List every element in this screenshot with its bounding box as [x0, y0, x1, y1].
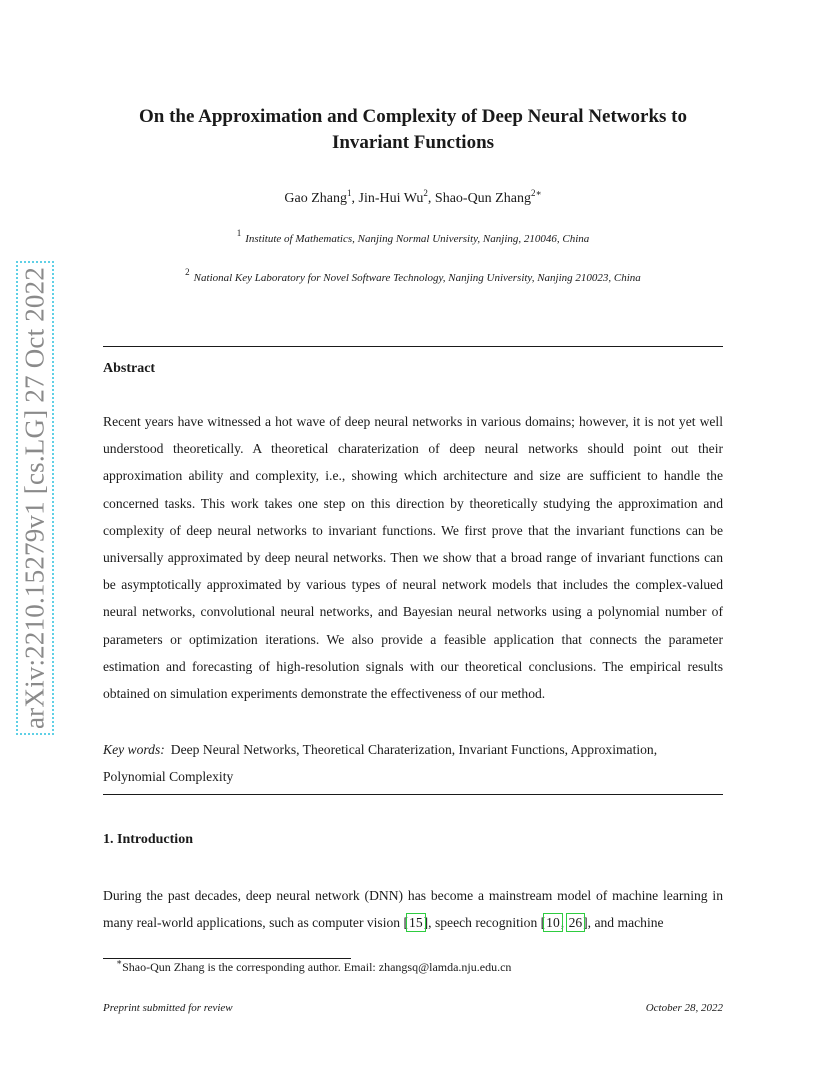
author-mark: 2: [423, 188, 428, 198]
keywords-text: Deep Neural Networks, Theoretical Charaterization, Invariant Functions, Approximation, Polynomial Complexity: [103, 742, 658, 785]
title-line-1: On the Approximation and Complexity of Deep Neural Networks to: [138, 106, 687, 127]
footnote-divider: [103, 958, 351, 959]
intro-text-segment: ], and machine: [583, 915, 664, 931]
author-mark: 1: [347, 188, 352, 198]
abstract-heading: Abstract: [103, 361, 156, 376]
footer-date: October 28, 2022: [645, 1002, 723, 1014]
top-divider: [103, 346, 723, 347]
footnote-mark: ∗: [116, 957, 123, 967]
citation-separator: ,: [560, 915, 568, 931]
affiliation-mark: 1: [236, 228, 242, 238]
paper-title: [103, 104, 723, 156]
footnote-text: Shao-Qun Zhang is the corresponding author. Email: zhangsq@lamda.nju.edu.cn: [122, 960, 512, 974]
bottom-divider: [103, 794, 723, 795]
author-name: Jin-Hui Wu: [358, 191, 424, 206]
intro-text-segment: ], speech recognition [: [423, 915, 546, 931]
title-line-2: Invariant Functions: [331, 132, 495, 153]
introduction-text: [103, 882, 723, 936]
affiliation-text: National Key Laboratory for Novel Software Technology, Nanjing University, Nanjing 210023, China: [193, 272, 641, 284]
intro-text-segment: During the past decades, deep neural network (DNN) has become a mainstream model of machine learning in many real-world applications, such as computer vision [: [103, 888, 723, 931]
arxiv-identifier-stamp: arXiv:2210.15279v1 [cs.LG] 27 Oct 2022: [16, 261, 54, 735]
section-heading-introduction: 1. Introduction: [103, 832, 193, 847]
citation-link[interactable]: 26: [568, 915, 583, 931]
citation-link[interactable]: 10: [546, 915, 560, 931]
keywords-label: Key words:: [103, 742, 165, 757]
author-name: Shao-Qun Zhang: [434, 191, 531, 206]
keywords: [103, 736, 723, 790]
footnote: [116, 957, 512, 975]
affiliation: [103, 267, 723, 284]
abstract-text: Recent years have witnessed a hot wave of deep neural networks in various domains; however, it is not yet well understood theoretically. A theoretical charaterization of deep neural networks should point out their approximation ability and complexity, i.e., showing which architecture and size are sufficient to handle the concerned tasks. This work takes one step on this direction by theoretically studying the approximation and complexity of deep neural networks to invariant functions. We first prove that the invariant functions can be universally approximated by deep neural networks. Then we show that a broad range of invariant functions can be asymptotically approximated by various types of neural network models that includes the complex-valued neural networks, convolutional neural networks, and Bayesian neural networks using a polynomial number of parameters or optimization iterations. We also provide a feasible application that connects the parameter estimation and forecasting of high-resolution signals with our theoretical conclusions. The empirical results obtained on simulation experiments demonstrate the effectiveness of our method.: [103, 414, 723, 702]
author-mark: 2∗: [530, 188, 542, 198]
author-name: Gao Zhang: [284, 191, 347, 206]
footer-preprint-note: Preprint submitted for review: [103, 1002, 233, 1014]
affiliation: [103, 228, 723, 245]
affiliation-text: Institute of Mathematics, Nanjing Normal University, Nanjing, 210046, China: [245, 233, 590, 245]
affiliation-mark: 2: [185, 267, 190, 277]
citation-link[interactable]: 15: [409, 915, 423, 931]
author-list: Gao Zhang$^1$, Jin-Hui Wu$^2$, Shao-Qun Zhang$^{2∗}$: [284, 188, 542, 206]
